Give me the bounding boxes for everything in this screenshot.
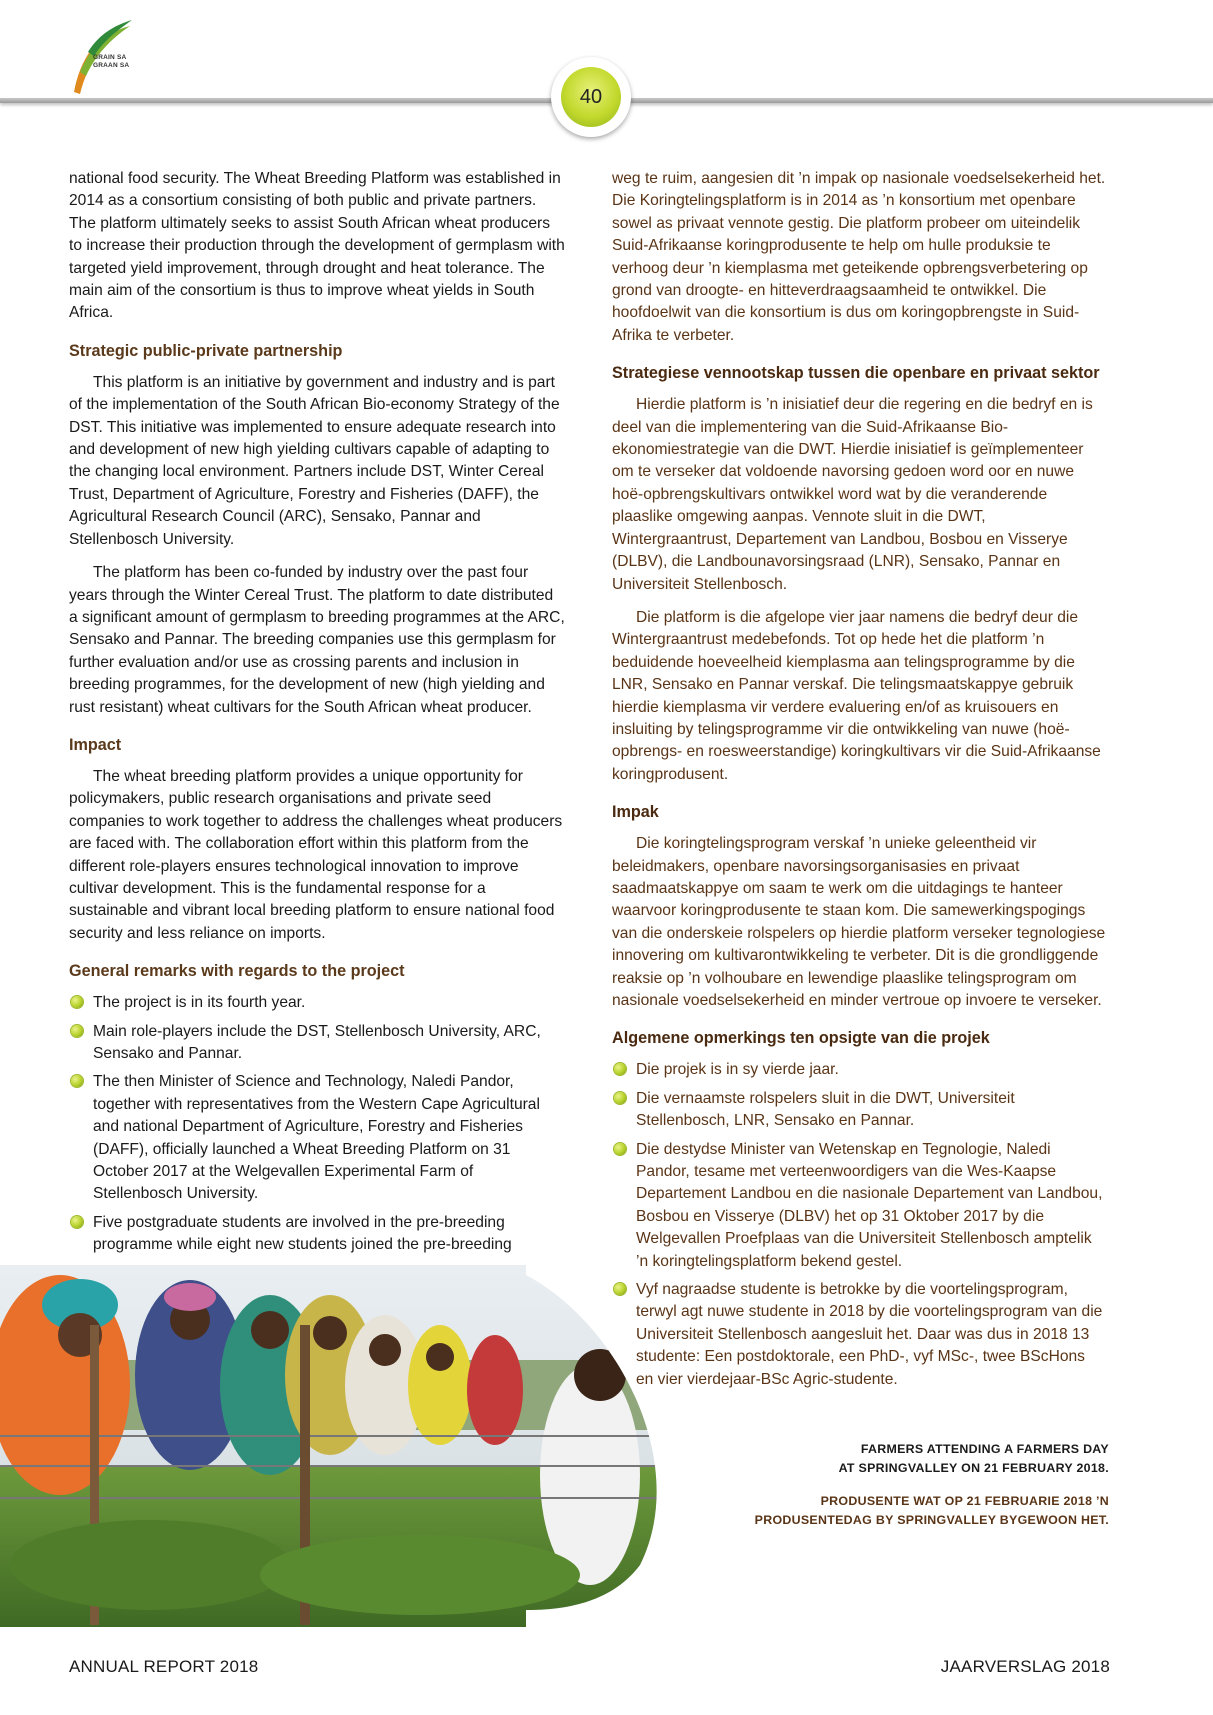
- heading-partnership: Strategic public-private partnership: [69, 341, 343, 360]
- bullet-icon: [614, 1063, 626, 1075]
- list-item: [69, 1212, 565, 1257]
- list-item: [612, 1279, 1106, 1391]
- caption-afrikaans-line-2: PRODUSENTEDAG BY SPRINGVALLEY BYGEWOON HET.: [754, 1513, 1109, 1527]
- impact-paragraph: The wheat breeding platform provides a unique opportunity for policymakers, public research organisations and private seed companies to work together to address the challenges wheat producers are faced with. The collaboration effort within this platform from the different role-players ensures technological innovation to improve cultivar development. This is the fundamental response for a sustainable and vibrant local breeding platform to ensure national food security and less reliance on imports.: [69, 767, 563, 942]
- caption-afrikaans-line-1: PRODUSENTE WAT OP 21 FEBRUARIE 2018 ’N: [820, 1494, 1109, 1508]
- impact-paragraph: Die koringtelingsprogram verskaf ’n unieke geleentheid vir beleidmakers, openbare navorsingsorganisasies en privaat saadmaatskappye om saam te werk om die uitdagings te hanteer waarvoor koringprodusente te staan kom. Die samewerkingspogings van die onderskeie rolspelers op hierdie platform verseker tegnologiese innovering om kultivarontwikkeling te verbeter. Dit is die grondliggende reaksie op ’n volhoubare en lewendige plaaslike telingsprogram om nasionale voedselsekerheid en minder vertroue op invoere te verseker.: [612, 835, 1106, 1009]
- heading-impact: Impak: [612, 803, 659, 822]
- page-number-badge: [551, 57, 631, 137]
- bullet-icon: [71, 996, 83, 1008]
- heading-partnership: Strategiese vennootskap tussen die openbare en privaat sektor: [612, 364, 1100, 383]
- partnership-paragraph-1: This platform is an initiative by government and industry and is part of the implementation of the South African Bio-economy Strategy of the DST. This initiative was implemented to ensure adequate research into and development of new high yielding cultivars capable of adapting to the changing local environment. Partners include DST, Winter Cereal Trust, Department of Agriculture, Forestry and Fisheries (DAFF), the Agricultural Research Council (ARC), Sensako, Pannar and Stellenbosch University.: [69, 373, 560, 548]
- bullet-icon: [71, 1075, 83, 1087]
- list-item-text: The then Minister of Science and Technology, Naledi Pandor, together with representatives from the Western Cape Agricultural and national Department of Agriculture, Forestry and Fisheries (DAFF), officially launched a Wheat Breeding Platform on 31 October 2017 at the Welgevallen Experimental Farm of Stellenbosch University.: [93, 1073, 540, 1203]
- bullet-icon: [614, 1092, 626, 1104]
- partnership-paragraph-1: Hierdie platform is ’n inisiatief deur die regering en die bedryf en is deel van die implementering van die Suid-Afrikaanse Bio-ekonomiestrategie van die DWT. Hierdie inisiatief is geïmplementeer om te verseker dat voldoende navorsing gedoen word oor en nuwe hoë-opbrengskultivars ontwikkel word wat by die veranderende plaaslike omgewing aanpas. Vennote sluit in die DWT, Wintergraantrust, Departement van Landbou, Bosbou en Visserye (DLBV), die Landbounavorsingsraad (LNR), Sensako, Pannar en Universiteit Stellenbosch.: [612, 396, 1093, 593]
- bullet-icon: [614, 1143, 626, 1155]
- english-column: [69, 168, 565, 1263]
- partnership-paragraph-2: The platform has been co-funded by industry over the past four years through the Winter Cereal Trust. The platform to date distributed a significant amount of germplasm to breeding programmes at the ARC, Sensako and Pannar. The breeding companies use this germplasm for further evaluation and/or use as crossing parents and inclusion in breeding programmes, for the development of new (high yielding and rust resistant) wheat cultivars for the South African wheat producer.: [69, 564, 565, 716]
- farmers-day-photo: [0, 1265, 680, 1627]
- list-item-text: Five postgraduate students are involved in the pre-breeding programme while eight new students joined the pre-breeding: [93, 1213, 512, 1254]
- footer-right: JAARVERSLAG 2018: [940, 1657, 1110, 1676]
- afrikaans-column: [612, 168, 1106, 1397]
- logo-line-1: GRAIN SA: [93, 54, 127, 61]
- caption-english-line-2: AT SPRINGVALLEY ON 21 FEBRUARY 2018.: [838, 1461, 1109, 1475]
- list-item: [612, 1059, 1106, 1081]
- intro-paragraph: national food security. The Wheat Breeding Platform was established in 2014 as a consortium consisting of both public and private partners. The platform ultimately seeks to assist South African wheat producers to increase their production through the development of germplasm with targeted yield improvement, through drought and heat tolerance. The main aim of the consortium is thus to improve wheat yields in South Africa.: [69, 170, 565, 322]
- list-item: [69, 1071, 565, 1205]
- caption-afrikaans: [689, 1492, 1109, 1530]
- heading-remarks: Algemene opmerkings ten opsigte van die projek: [612, 1029, 990, 1048]
- heading-remarks: General remarks with regards to the project: [69, 962, 405, 981]
- remarks-list: [612, 1059, 1106, 1391]
- list-item: [612, 1088, 1106, 1133]
- partnership-paragraph-2: Die platform is die afgelope vier jaar namens die bedryf deur die Wintergraantrust medebefonds. Tot op hede het die platform ’n beduidende hoeveelheid kiemplasma aan telingsprogramme by die LNR, Sensako en Pannar verskaf. Die telingsmaatskappye gebruik hierdie kiemplasma vir verdere evaluering en/of as kruisouers en insluiting by telingsprogramme vir die ontwikkeling van nuwe (hoë-opbrengs- en roesweerstandige) koringkultivars vir die Suid-Afrikaanse koringprodusent.: [612, 608, 1101, 783]
- list-item: [69, 992, 565, 1014]
- logo-wordmark: [93, 54, 129, 70]
- list-item-text: The project is in its fourth year.: [93, 994, 306, 1012]
- list-item-text: Die vernaamste rolspelers sluit in die DWT, Universiteit Stellenbosch, LNR, Sensako en Pannar.: [636, 1089, 1015, 1130]
- bullet-icon: [71, 1216, 83, 1228]
- caption-english-line-1: FARMERS ATTENDING A FARMERS DAY: [860, 1442, 1109, 1456]
- logo-line-2: GRAAN SA: [93, 62, 130, 69]
- heading-impact: Impact: [69, 735, 122, 754]
- list-item: [612, 1139, 1106, 1273]
- list-item-text: Main role-players include the DST, Stellenbosch University, ARC, Sensako and Pannar.: [93, 1022, 541, 1062]
- caption-english: [689, 1440, 1109, 1478]
- list-item-text: Vyf nagraadse studente is betrokke by die voortelingsprogram, terwyl agt nuwe studente in 2018 by die voortelingsprogram van die Universiteit Stellenbosch aangesluit het. Daar was dus in 2018 13 studente: Een postdoktorale, een PhD-, vyf MSc-, twee BScHons en vier vierdejaar-BSc Agric-studente.: [636, 1281, 1103, 1388]
- list-item-text: Die destydse Minister van Wetenskap en Tegnologie, Naledi Pandor, tesame met verteenwoordigers van die Wes-Kaapse Departement Landbou en die nasionale Departement van Landbou, Bosbou en Visserye (DLBV) het op 31 Oktober 2017 by die Welgevallen Proefplaas van die Universiteit Stellenbosch amptelik ’n koringtelingsplatform bekend gestel.: [636, 1140, 1103, 1270]
- page-number: 40: [561, 67, 621, 127]
- list-item: [69, 1021, 565, 1066]
- photo-caption: [689, 1440, 1109, 1530]
- remarks-list: [69, 992, 565, 1256]
- bullet-icon: [71, 1025, 83, 1037]
- footer-left: ANNUAL REPORT 2018: [69, 1657, 259, 1676]
- intro-paragraph: weg te ruim, aangesien dit ’n impak op nasionale voedselsekerheid het. Die Koringtelingsplatform is in 2014 as ’n konsortium met openbare sowel as privaat vennote gestig. Die platform probeer om uiteindelik Suid-Afrikaanse koringprodusente te help om hulle produksie te verhoog deur ’n kiemplasma met geteikende opbrengsverbetering op grond van droogte- en hitteverdraagsaamheid te ontwikkel. Die hoofdoelwit van die konsortium is dus om koringopbrengste in Suid-Afrika te verbeter.: [612, 170, 1106, 344]
- list-item-text: Die projek is in sy vierde jaar.: [636, 1061, 839, 1079]
